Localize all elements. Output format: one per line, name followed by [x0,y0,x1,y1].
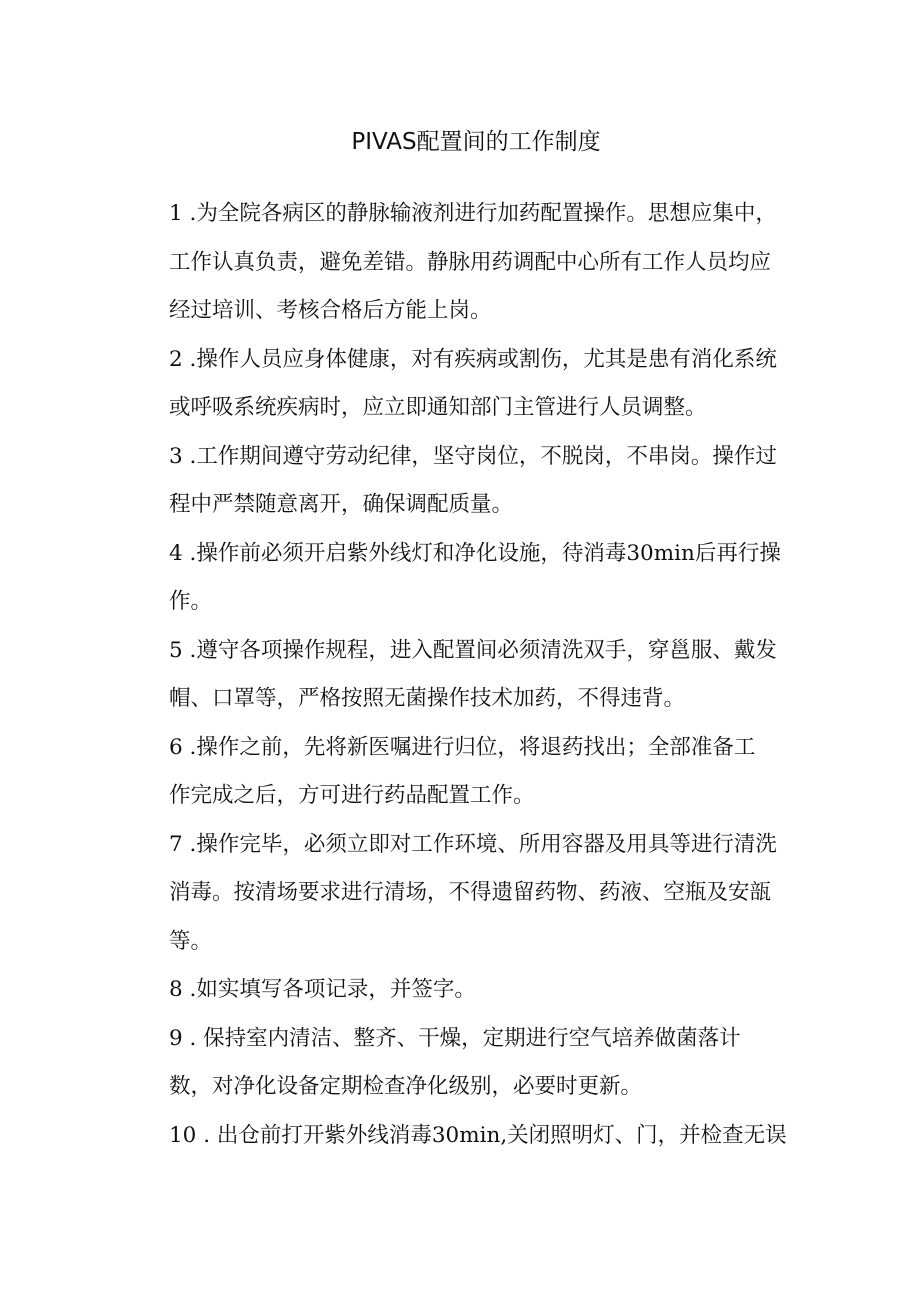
text-line: 或呼吸系统疾病时，应立即通知部门主管进行人员调整。 [169,395,707,420]
text-line: 10 . 出仓前打开紫外线消毒30min,关闭照明灯、门，并检查无误 [169,1122,787,1148]
text-line: 4 .操作前必须开启紫外线灯和净化设施，待消毒30min后再行操 [169,540,781,566]
text-line: 数，对净化设备定期检查净化级别，必要时更新。 [169,1074,643,1099]
text-line: 作完成之后，方可进行药品配置工作。 [169,783,535,808]
text-line: 9 . 保持室内清洁、整齐、干燥，定期进行空气培养做菌落计 [169,1025,741,1051]
document-title: PIVAS配置间的工作制度 [351,129,601,155]
text-line: 1 .为全院各病区的静脉输液剂进行加药配置操作。思想应集中， [169,201,777,226]
text-line: 帽、口罩等，严格按照无菌操作技术加药，不得违背。 [169,686,686,711]
text-line: 作。 [169,589,213,614]
document-body [169,190,789,1160]
text-line: 工作认真负责，避免差错。静脉用药调配中心所有工作人员均应 [169,249,772,275]
text-line: 消毒。按清场要求进行清场，不得遗留药物、药液、空瓶及安瓿 [169,880,772,905]
text-line: 经过培训、考核合格后方能上岗。 [169,298,492,323]
text-line: 7 .操作完毕，必须立即对工作环境、所用容器及用具等进行清洗 [169,831,777,857]
text-line: 3 .工作期间遵守劳动纪律，坚守岗位，不脱岗，不串岗。操作过 [169,443,777,469]
text-line: 6 .操作之前，先将新医嘱进行归位，将退药找出；全部准备工 [169,734,756,760]
text-line: 8 .如实填写各项记录，并签字。 [169,977,476,1002]
text-line: 程中严禁随意离开，确保调配质量。 [169,492,514,517]
text-line: 2 .操作人员应身体健康，对有疾病或割伤，尤其是患有消化系统 [169,346,777,372]
text-line: 5 .遵守各项操作规程，进入配置间必须清洗双手，穿邕服、戴发 [169,637,777,663]
text-line: 等。 [169,928,213,954]
